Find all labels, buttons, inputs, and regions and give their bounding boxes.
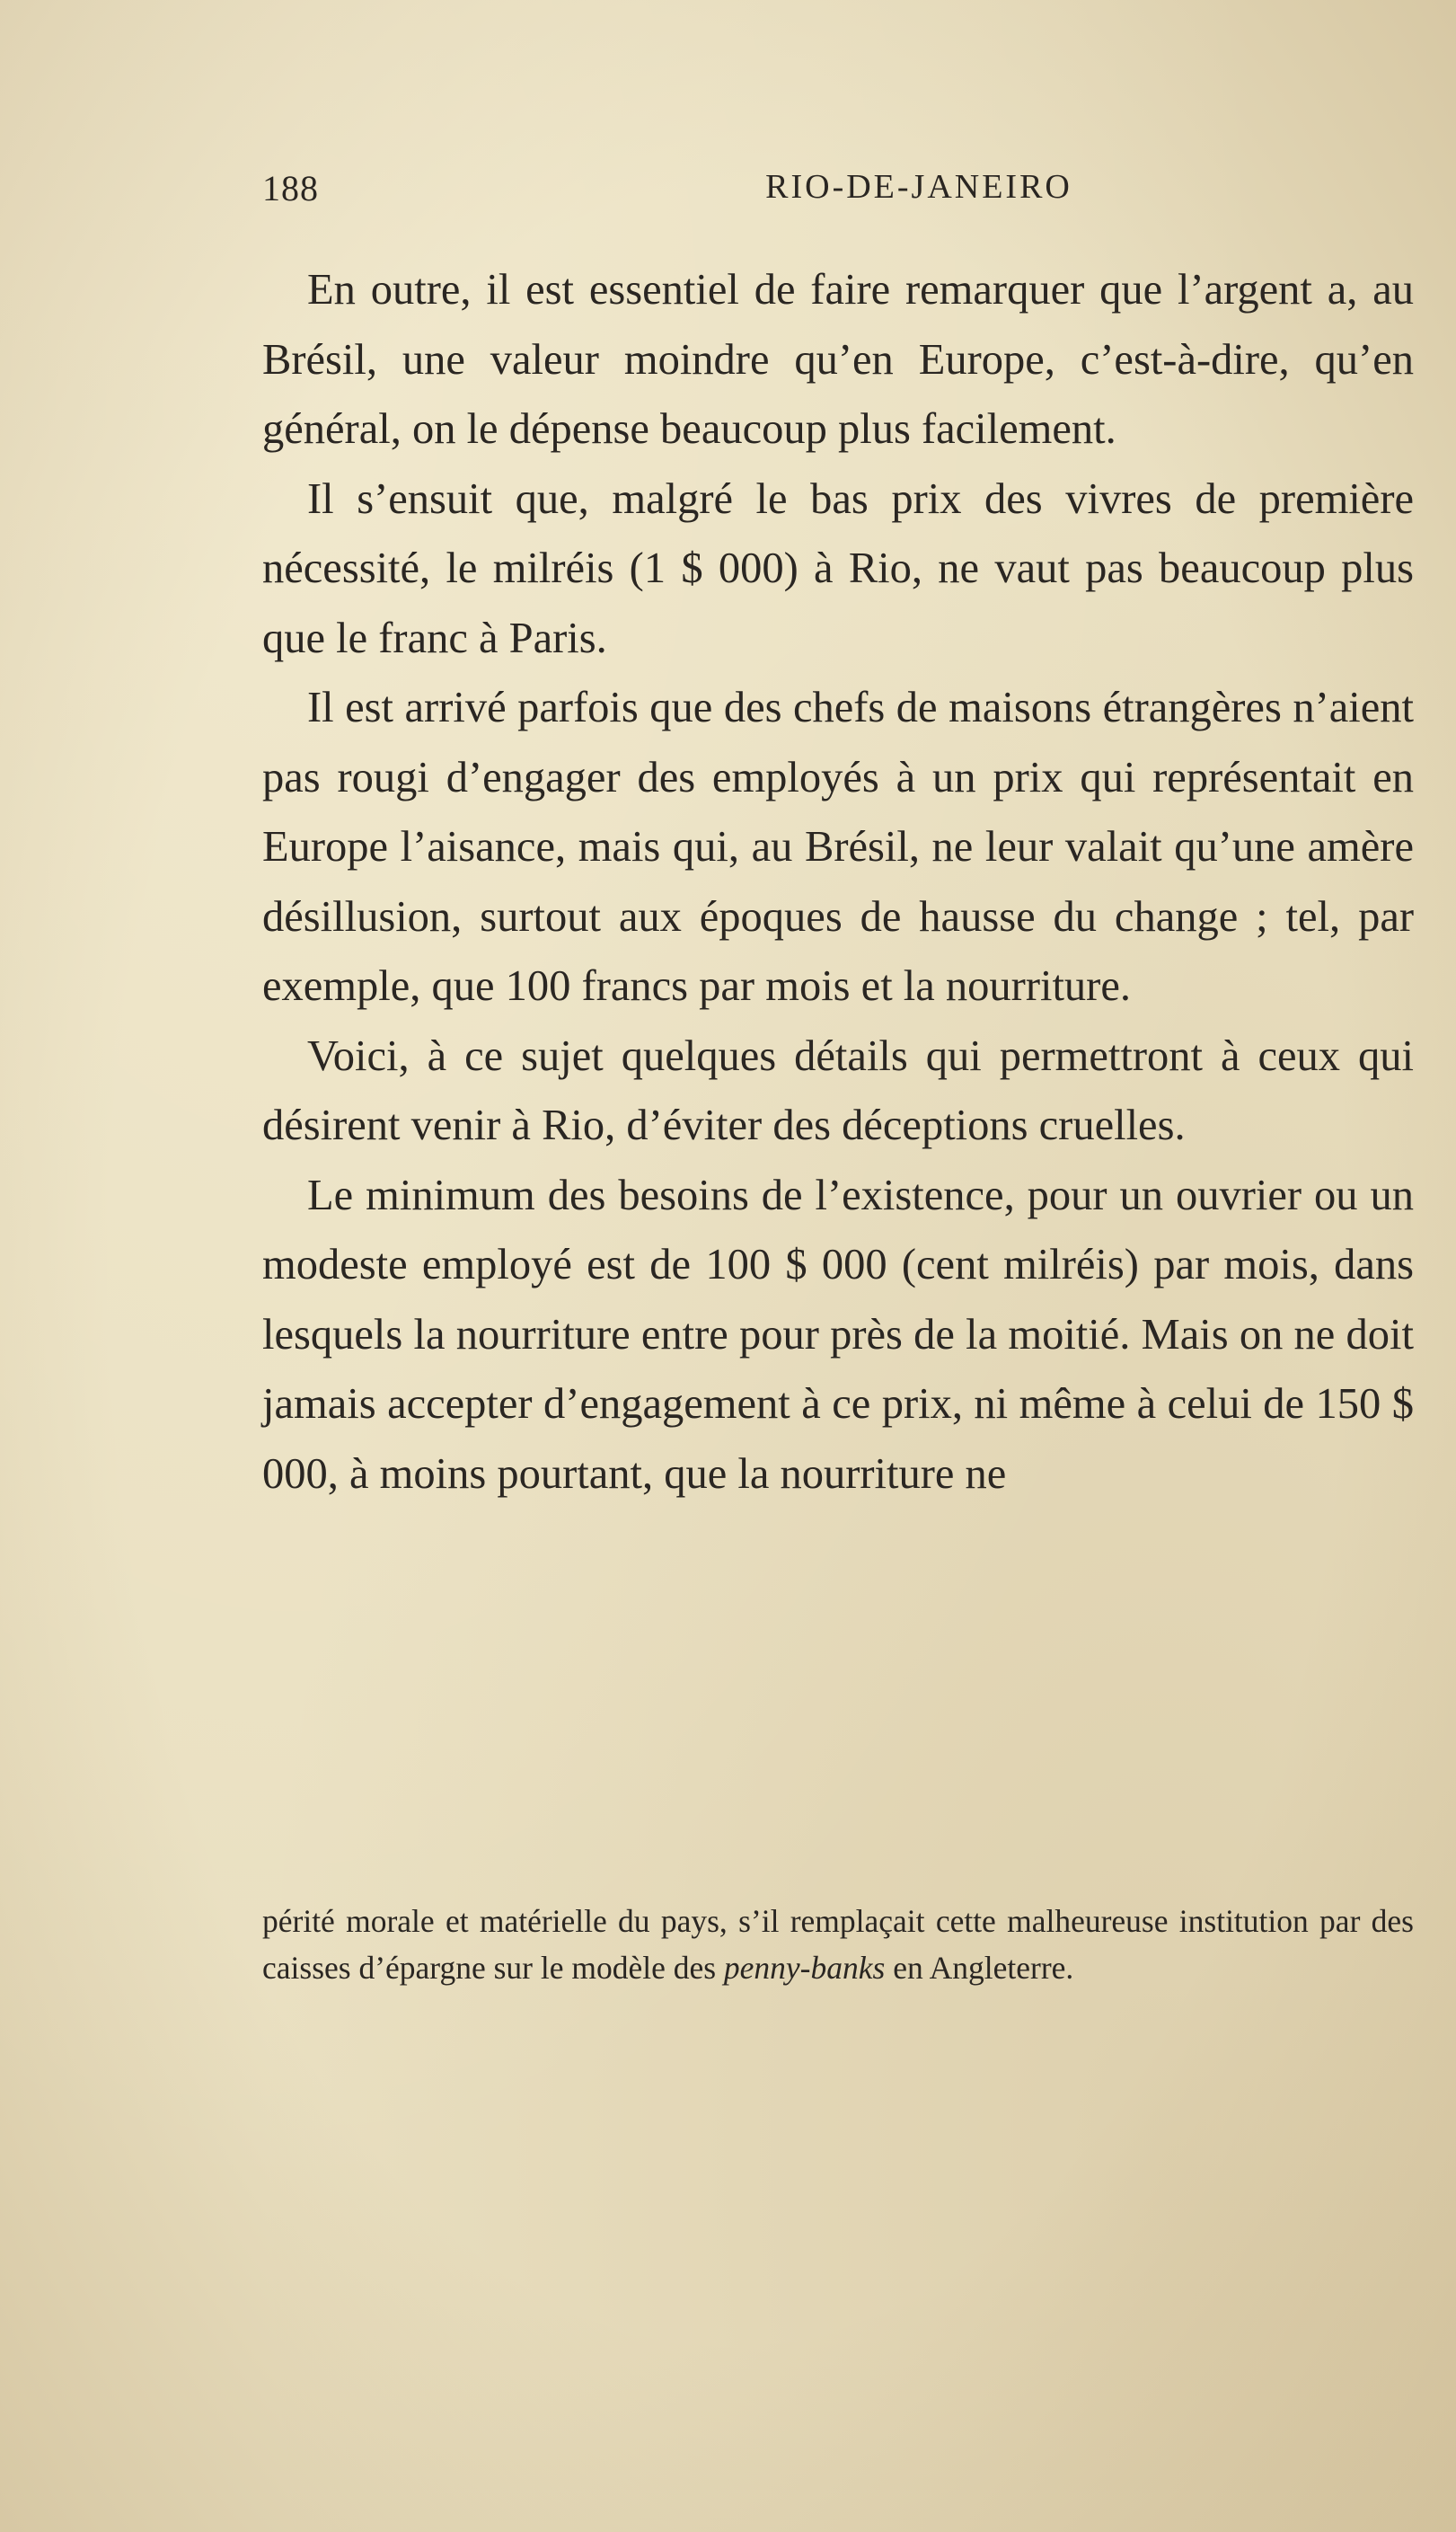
paragraph: Le minimum des besoins de l’existence, pour un ouvrier ou un modeste employé est de 100 $ 000 (cent milréis) par mois, dans lesquels la nourriture entre pour près de la moitié. Mais on ne doit jamais accepter d’engagement à ce prix, ni même à celui de 150 $ 000, à moins pourtant, que la nourriture ne — [262, 1171, 1414, 1498]
running-head — [262, 167, 1414, 221]
footnote — [262, 1898, 1414, 1991]
body-text — [262, 255, 1414, 1509]
page-number: 188 — [262, 168, 319, 208]
footnote-text-before: périté morale et matérielle du pays, s’il remplaçait cette malheureuse institution par des caisses d’épargne sur le modèle des — [262, 1903, 1414, 1986]
footnote-text-after: en Angleterre. — [885, 1950, 1074, 1986]
paragraph: Il est arrivé parfois que des chefs de maisons étrangères n’aient pas rougi d’engager des employés à un prix qui représentait en Europe l’aisance, mais qui, au Brésil, ne leur valait qu’une amère désillusion, surtout aux époques de hausse du change ; tel, par exemple, que 100 francs par mois et la nourriture. — [262, 684, 1414, 1010]
footnote-italic-term: penny-banks — [723, 1950, 886, 1986]
paragraph: En outre, il est essentiel de faire remarquer que l’argent a, au Brésil, une valeur moindre qu’en Europe, c’est-à-dire, qu’en général, on le dépense beaucoup plus facilement. — [262, 266, 1414, 453]
paragraph: Voici, à ce sujet quelques détails qui permettront à ceux qui désirent venir à Rio, d’éviter des déceptions cruelles. — [262, 1031, 1414, 1149]
footnote-text — [262, 1898, 1414, 1991]
paragraph: Il s’ensuit que, malgré le bas prix des vivres de première nécessité, le milréis (1 $ 000) à Rio, ne vaut pas beaucoup plus que le franc à Paris. — [262, 474, 1414, 662]
running-title: RIO-DE-JANEIRO — [765, 168, 1072, 206]
